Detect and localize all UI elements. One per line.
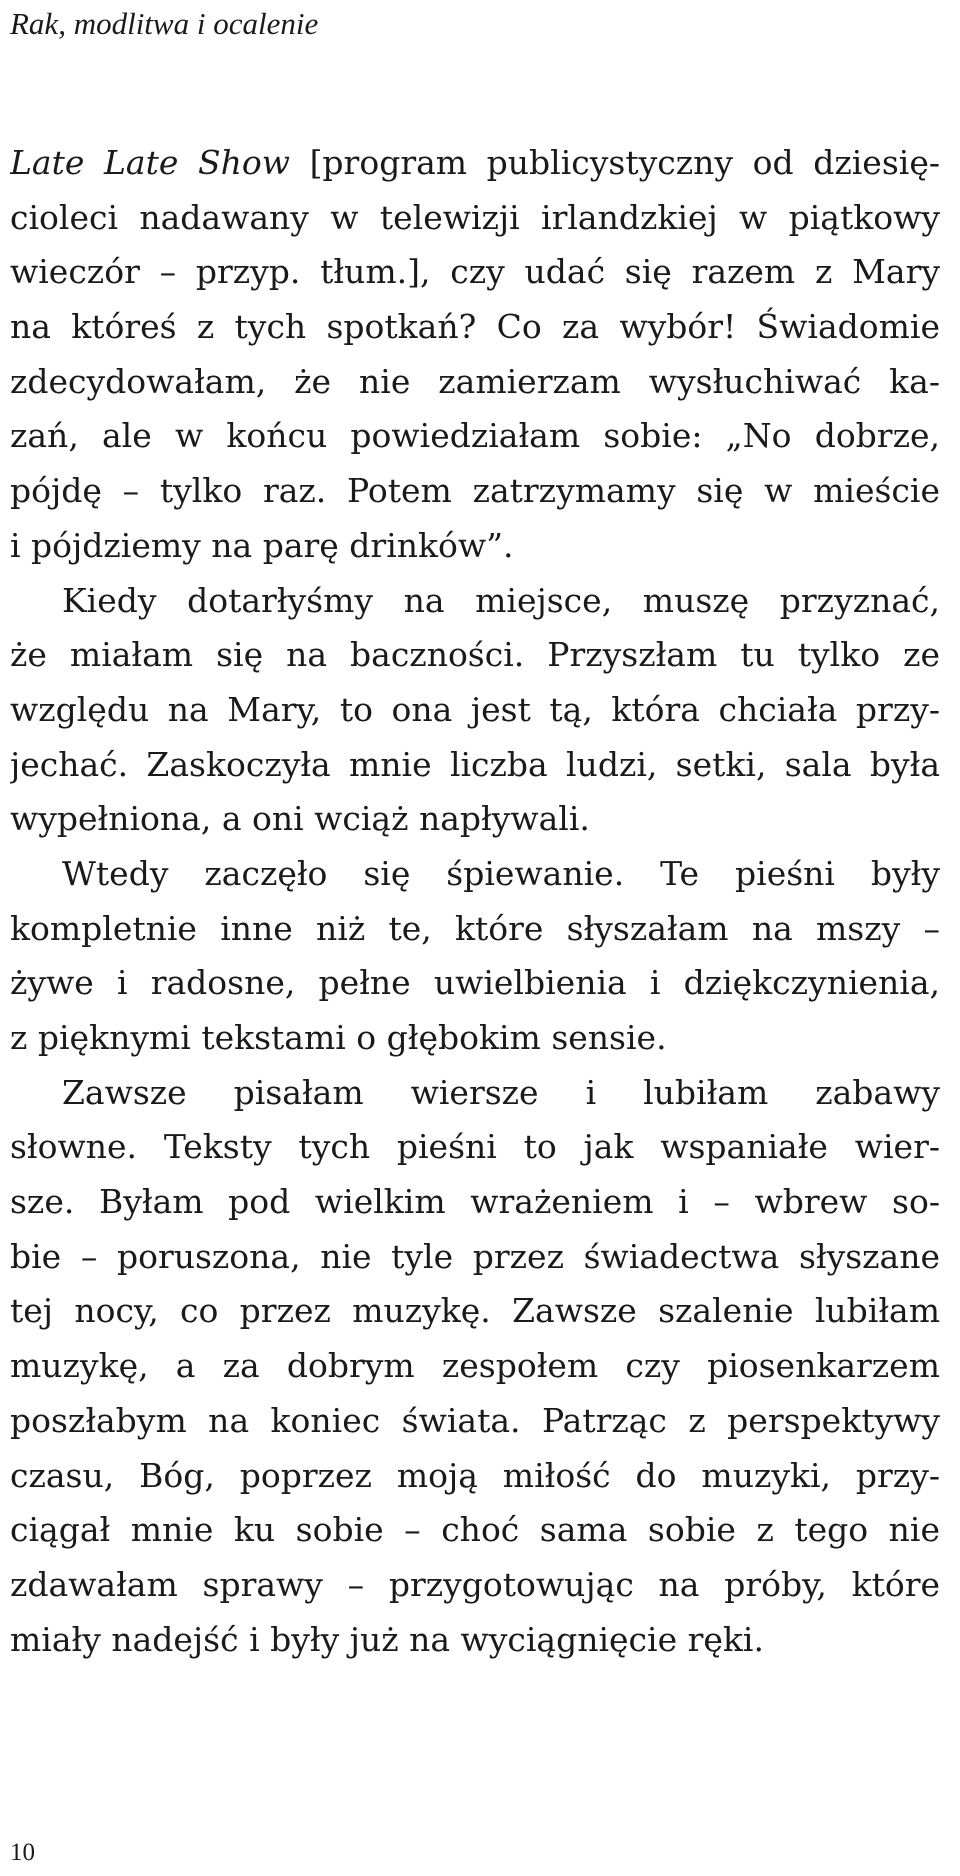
- text-line: czasu, Bóg, poprzez moją miłość do muzyki, przy-: [10, 1455, 940, 1495]
- text-line: i pójdziemy na parę drinków”.: [10, 525, 514, 565]
- text-line: bie – poruszona, nie tyle przez świadectwa słyszane: [10, 1236, 940, 1276]
- text-line-rest: [program publicystyczny od dziesię-: [289, 143, 940, 182]
- text-line: kompletnie inne niż te, które słyszałam na mszy –: [10, 908, 940, 948]
- text-line: zdawałam sprawy – przygotowując na próby, które: [10, 1564, 940, 1604]
- text-line: miały nadejść i były już na wyciągnięcie ręki.: [10, 1619, 764, 1659]
- text-line: z pięknymi tekstami o głębokim sensie.: [10, 1018, 667, 1057]
- text-line: zań, ale w końcu powiedziałam sobie: „No dobrze,: [10, 416, 940, 456]
- text-line: że miałam się na baczności. Przyszłam tu tylko ze: [10, 635, 940, 675]
- text-line: jechać. Zaskoczyła mnie liczba ludzi, setki, sala była: [10, 744, 940, 784]
- text-line: cioleci nadawany w telewizji irlandzkiej w piątkowy: [10, 197, 940, 237]
- text-line: tej nocy, co przez muzykę. Zawsze szalenie lubiłam: [10, 1291, 940, 1331]
- text-line: muzykę, a za dobrym zespołem czy piosenkarzem: [10, 1346, 940, 1386]
- show-title: Late Late Show: [10, 143, 290, 182]
- text-line: wieczór – przyp. tłum.], czy udać się razem z Mary: [10, 252, 940, 292]
- running-head: Rak, modlitwa i ocalenie: [10, 6, 319, 41]
- text-line: względu na Mary, to ona jest tą, która chciała przy-: [10, 689, 940, 729]
- text-line: sze. Byłam pod wielkim wrażeniem i – wbrew so-: [10, 1182, 940, 1222]
- text-line: Zawsze pisałam wiersze i lubiłam zabawy: [62, 1072, 940, 1112]
- text-line: zdecydowałam, że nie zamierzam wysłuchiwać ka-: [10, 361, 940, 401]
- text-line: wypełniona, a oni wciąż napływali.: [10, 799, 590, 839]
- text-line: pójdę – tylko raz. Potem zatrzymamy się w mieście: [10, 471, 940, 511]
- text-line: poszłabym na koniec świata. Patrząc z perspektywy: [10, 1400, 940, 1440]
- body-text: [10, 136, 940, 1667]
- text-line: słowne. Teksty tych pieśni to jak wspaniałe wier-: [10, 1127, 940, 1167]
- text-line: ciągał mnie ku sobie – choć sama sobie z tego nie: [10, 1510, 940, 1550]
- text-line: żywe i radosne, pełne uwielbienia i dziękczynienia,: [10, 963, 940, 1003]
- text-line: Wtedy zaczęło się śpiewanie. Te pieśni były: [62, 853, 940, 893]
- text-line: na któreś z tych spotkań? Co za wybór! Świadomie: [10, 307, 940, 347]
- text-line: [10, 136, 940, 191]
- text-line: Kiedy dotarłyśmy na miejsce, muszę przyznać,: [62, 580, 940, 620]
- page-number: 10: [10, 1839, 35, 1866]
